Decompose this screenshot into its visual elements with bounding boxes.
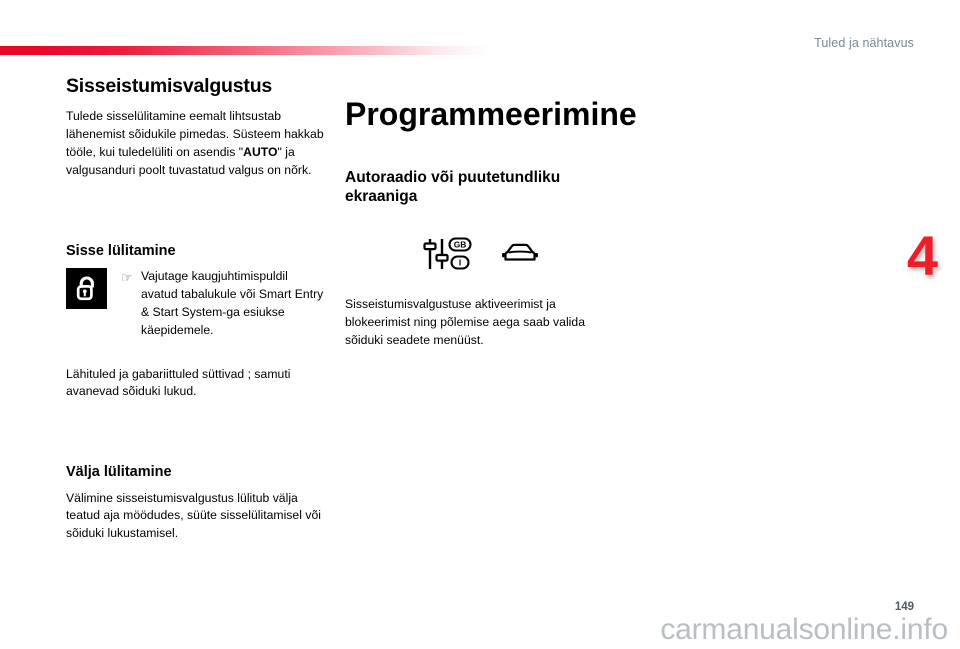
page-title: Sisseistumisvalgustus xyxy=(66,75,273,97)
spacer xyxy=(66,340,324,366)
right-content-column xyxy=(345,75,637,350)
switch-on-result-text: Lähituled ja gabariittuled süttivad ; samuti avanevad sõiduki lukud. xyxy=(66,366,291,399)
car-front-icon xyxy=(500,241,540,272)
chapter-header-title: Tuled ja nähtavus xyxy=(814,36,914,50)
switch-off-text: Välimine sisseistumisvalgustus lülitub välja teatud aja möödudes, süüte sisselülitamisel või sõiduki lukustamisel. xyxy=(66,490,321,541)
left-content-column xyxy=(66,75,324,543)
switch-on-instruction-text: Vajutage kaugjuhtimispuldil avatud tabalukule või Smart Entry & Start System-ga esiukse käepidemele. xyxy=(141,269,324,337)
switch-off-heading: Välja lülitamine xyxy=(66,464,172,481)
chapter-number-marker: 4 xyxy=(906,224,938,287)
settings-path-icon-row xyxy=(345,235,603,278)
spacer xyxy=(66,401,324,463)
programming-heading: Programmeerimine xyxy=(345,96,637,133)
settings-sliders-icon xyxy=(422,235,474,278)
header-accent-rule xyxy=(0,46,490,55)
switch-on-heading: Sisse lülitamine xyxy=(66,243,176,260)
audio-system-subheading: Autoraadio või puutetundliku ekraaniga xyxy=(345,168,561,205)
auto-mode-emphasis: AUTO xyxy=(243,145,278,160)
spacer xyxy=(66,180,324,242)
programming-body-text: Sisseistumisvalgustuse aktiveerimist ja blokeerimist ning põlemise aega saab valida sõiduki seadete menüüst. xyxy=(345,296,586,347)
site-watermark: carmanualsonline.info xyxy=(660,613,948,646)
pointing-hand-bullet-icon: ☞ xyxy=(121,270,133,286)
svg-text:GB: GB xyxy=(453,239,467,250)
svg-text:I: I xyxy=(458,257,462,268)
switch-on-instruction-block xyxy=(66,268,324,339)
page-number: 149 xyxy=(894,601,914,613)
spacer xyxy=(345,155,603,169)
intro-paragraph xyxy=(66,108,324,180)
intro-text-part-one: Tulede sisselülitamine eemalt lihtsustab lähenemist sõidukile pimedas. Süsteem hakkab tööle, kui tuledelüliti on asendis " xyxy=(66,109,324,160)
intro-text-part-two: " ja valgusanduri poolt tuvastatud valgus on nõrk. xyxy=(66,145,312,178)
unlock-padlock-icon xyxy=(66,268,107,309)
